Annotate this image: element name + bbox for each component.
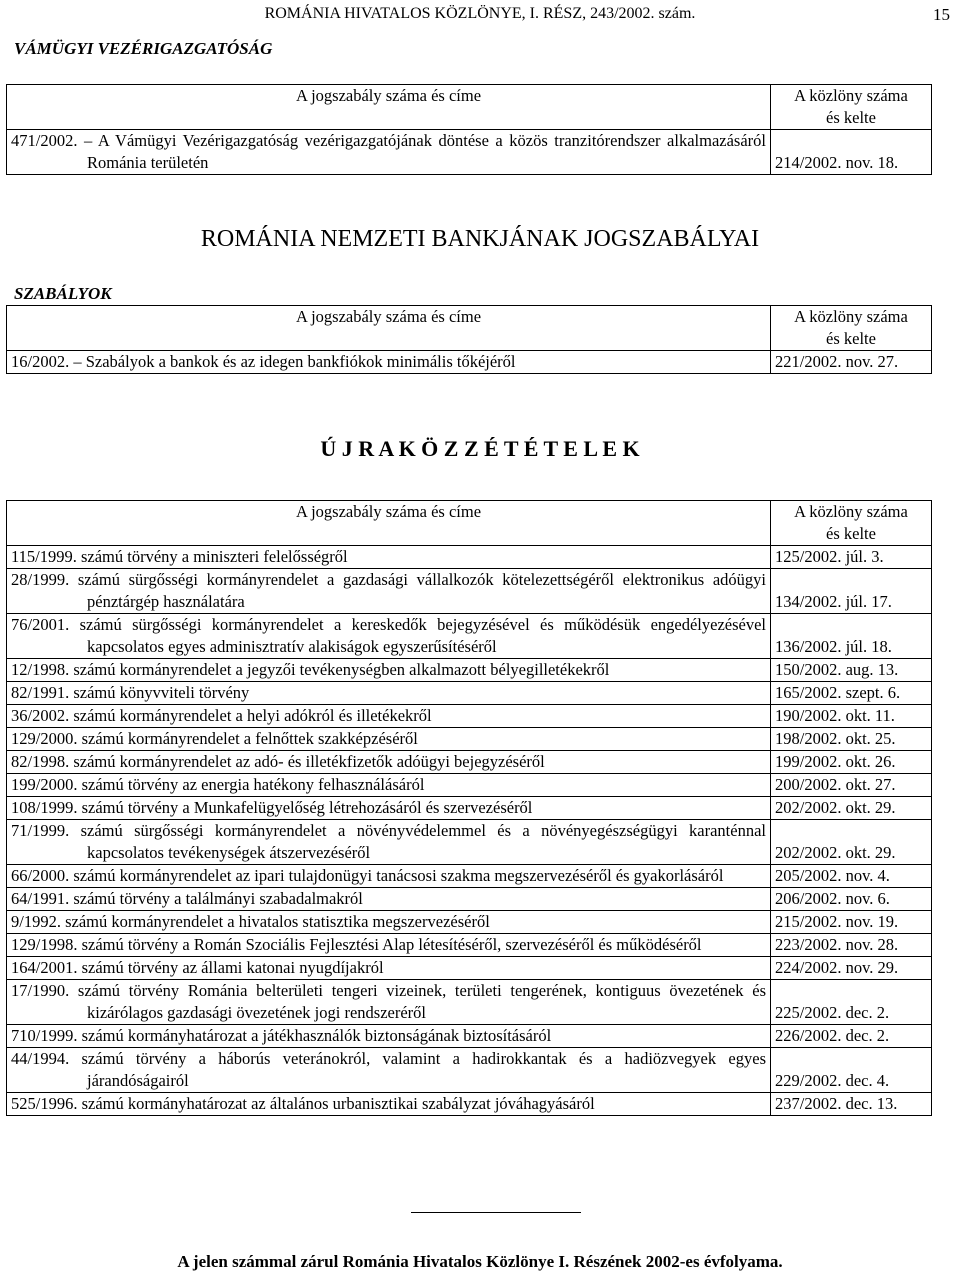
col-header-issue-line2: és kelte	[826, 329, 876, 348]
section-heading: VÁMÜGYI VEZÉRIGAZGATÓSÁG	[14, 39, 273, 58]
table-bnr	[6, 305, 932, 374]
table-row	[7, 569, 932, 614]
col-header-issue-line2: és kelte	[826, 108, 876, 127]
row-issue: 136/2002. júl. 18.	[771, 614, 932, 659]
row-issue: 134/2002. júl. 17.	[771, 569, 932, 614]
page-header	[0, 5, 960, 65]
row-title: 36/2002. számú kormányrendelet a helyi adókról és illetékekről	[7, 705, 771, 728]
table-row	[7, 980, 932, 1025]
col-header-issue-line1: A közlöny száma	[794, 502, 908, 521]
closing-rule	[411, 1212, 581, 1213]
table-row	[7, 774, 932, 797]
table-row	[7, 865, 932, 888]
row-title: 71/1999. számú sürgősségi kormányrendelet a növényvédelemmel és a növényegészségügyi karanténnal kapcsolatos tevékenységek átszervezéséről	[7, 820, 771, 865]
table-row	[7, 130, 932, 175]
page-number: 15	[933, 5, 950, 24]
table-header-row	[7, 85, 932, 130]
row-title: 12/1998. számú kormányrendelet a jegyzői tevékenységben alkalmazott bélyegilletékekről	[7, 659, 771, 682]
row-issue: 226/2002. dec. 2.	[771, 1025, 932, 1048]
col-header-issue	[771, 85, 932, 130]
row-title: 82/1991. számú könyvviteli törvény	[7, 682, 771, 705]
table-row	[7, 797, 932, 820]
col-header-issue-line1: A közlöny száma	[794, 307, 908, 326]
row-issue: 206/2002. nov. 6.	[771, 888, 932, 911]
row-title: 44/1994. számú törvény a háborús veteránokról, valamint a hadirokkantak és a hadiözvegyek egyes járandóságairól	[7, 1048, 771, 1093]
table-row	[7, 351, 932, 374]
row-title: 115/1999. számú törvény a miniszteri felelősségről	[7, 546, 771, 569]
table-row	[7, 1025, 932, 1048]
col-header-issue-line1: A közlöny száma	[794, 86, 908, 105]
table-body	[7, 351, 932, 374]
row-issue: 202/2002. okt. 29.	[771, 820, 932, 865]
row-issue: 221/2002. nov. 27.	[771, 351, 932, 374]
row-issue: 199/2002. okt. 26.	[771, 751, 932, 774]
row-title: 76/2001. számú sürgősségi kormányrendelet a kereskedők bejegyzésével és működésük engedélyezésével kapcsolatos egyes adminisztratív alakiságok egyszerűsítéséről	[7, 614, 771, 659]
row-title: 66/2000. számú kormányrendelet az ipari tulajdonügyi tanácsosi szakma megszervezéséről és gyakorlásáról	[7, 865, 771, 888]
row-issue: 150/2002. aug. 13.	[771, 659, 932, 682]
row-issue: 225/2002. dec. 2.	[771, 980, 932, 1025]
table-row	[7, 614, 932, 659]
row-issue: 224/2002. nov. 29.	[771, 957, 932, 980]
closing-note: A jelen számmal zárul Románia Hivatalos Közlönye I. Részének 2002-es évfolyama.	[177, 1252, 783, 1271]
table-header-row	[7, 501, 932, 546]
row-issue: 205/2002. nov. 4.	[771, 865, 932, 888]
table-row	[7, 957, 932, 980]
row-title: 17/1990. számú törvény Románia belterületi tengeri vizeinek, területi tengerének, kontiguus övezetének és kizárólagos gazdasági övezetének jogi rendszeréről	[7, 980, 771, 1025]
table-row	[7, 934, 932, 957]
row-title: 525/1996. számú kormányhatározat az általános urbanisztikai szabályzat jóváhagyásáról	[7, 1093, 771, 1116]
row-issue: 202/2002. okt. 29.	[771, 797, 932, 820]
row-title: 28/1999. számú sürgősségi kormányrendelet a gazdasági vállalkozók kötelezettségéről elektronikus adóügyi pénztárgép használatára	[7, 569, 771, 614]
table-row	[7, 888, 932, 911]
row-title: 129/1998. számú törvény a Román Szociális Fejlesztési Alap létesítéséről, szervezéséről és működéséről	[7, 934, 771, 957]
publication-header: ROMÁNIA HIVATALOS KÖZLÖNYE, I. RÉSZ, 243/2002. szám.	[264, 5, 696, 22]
row-title: 129/2000. számú kormányrendelet a felnőttek szakképzéséről	[7, 728, 771, 751]
row-title: 199/2000. számú törvény az energia hatékony felhasználásáról	[7, 774, 771, 797]
table-row	[7, 911, 932, 934]
col-header-issue-line2: és kelte	[826, 524, 876, 543]
table-body	[7, 130, 932, 175]
table-header-row	[7, 306, 932, 351]
table-republications	[6, 500, 932, 1116]
row-title: 710/1999. számú kormányhatározat a játékhasználók biztonságának biztosításáról	[7, 1025, 771, 1048]
row-title: 9/1992. számú kormányrendelet a hivatalos statisztika megszervezéséről	[7, 911, 771, 934]
bnr-subtitle: SZABÁLYOK	[14, 284, 112, 303]
row-issue: 190/2002. okt. 11.	[771, 705, 932, 728]
table-row	[7, 659, 932, 682]
col-header-title: A jogszabály száma és címe	[7, 85, 771, 130]
row-title: 164/2001. számú törvény az állami katonai nyugdíjakról	[7, 957, 771, 980]
col-header-issue	[771, 306, 932, 351]
table-row	[7, 705, 932, 728]
col-header-title: A jogszabály száma és címe	[7, 306, 771, 351]
table-vamugyi	[6, 84, 932, 175]
table-row	[7, 820, 932, 865]
table-row	[7, 682, 932, 705]
table-row	[7, 546, 932, 569]
row-issue: 198/2002. okt. 25.	[771, 728, 932, 751]
row-title: 16/2002. – Szabályok a bankok és az idegen bankfiókok minimális tőkéjéről	[7, 351, 771, 374]
col-header-title: A jogszabály száma és címe	[7, 501, 771, 546]
row-issue: 214/2002. nov. 18.	[771, 130, 932, 175]
row-issue: 200/2002. okt. 27.	[771, 774, 932, 797]
row-title: 471/2002. – A Vámügyi Vezérigazgatóság vezérigazgatójának döntése a közös tranzitórendszer alkalmazásáról Románia területén	[7, 130, 771, 175]
col-header-issue	[771, 501, 932, 546]
row-issue: 165/2002. szept. 6.	[771, 682, 932, 705]
table-row	[7, 728, 932, 751]
table-row	[7, 1093, 932, 1116]
table-body	[7, 546, 932, 1116]
table-row	[7, 751, 932, 774]
row-title: 82/1998. számú kormányrendelet az adó- és illetékfizetők adóügyi bejegyzéséről	[7, 751, 771, 774]
republications-title: Ú J R A K Ö Z Z É T É T E L E K	[320, 436, 640, 461]
row-issue: 215/2002. nov. 19.	[771, 911, 932, 934]
bnr-section-title: ROMÁNIA NEMZETI BANKJÁNAK JOGSZABÁLYAI	[200, 226, 760, 252]
row-title: 64/1991. számú törvény a találmányi szabadalmakról	[7, 888, 771, 911]
row-issue: 237/2002. dec. 13.	[771, 1093, 932, 1116]
table-row	[7, 1048, 932, 1093]
row-issue: 125/2002. júl. 3.	[771, 546, 932, 569]
row-title: 108/1999. számú törvény a Munkafelügyelőség létrehozásáról és szervezéséről	[7, 797, 771, 820]
row-issue: 223/2002. nov. 28.	[771, 934, 932, 957]
row-issue: 229/2002. dec. 4.	[771, 1048, 932, 1093]
